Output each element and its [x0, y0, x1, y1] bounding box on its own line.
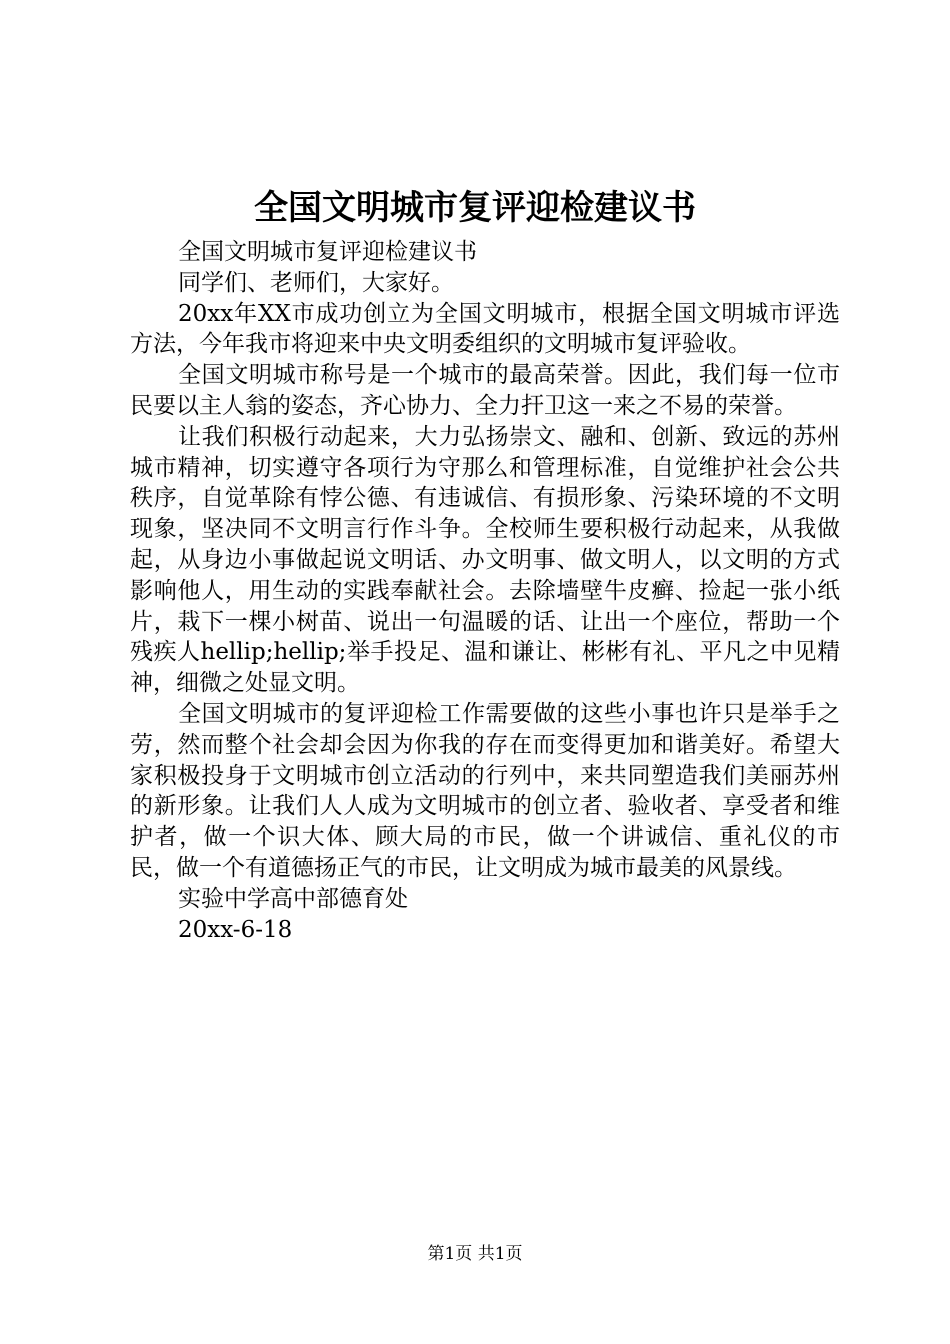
signature-date: 20xx-6-18 [178, 916, 293, 943]
page-number-footer: 第1页 共1页 [427, 1244, 523, 1264]
document-body [130, 237, 840, 945]
paragraph-subtitle: 全国文明城市复评迎检建议书 [178, 239, 477, 265]
paragraph-greeting: 同学们、老师们，大家好。 [178, 269, 454, 296]
paragraph-intro: 20xx年XX市成功创立为全国文明城市，根据全国文明城市评选方法，今年我市将迎来中央文明委组织的文明城市复评验收。 [130, 300, 840, 358]
document-title: 全国文明城市复评迎检建议书 [254, 188, 696, 228]
paragraph-action: 让我们积极行动起来，大力弘扬崇文、融和、创新、致远的苏州城市精神，切实遵守各项行为守那么和管理标准，自觉维护社会公共秩序，自觉革除有悖公德、有违诚信、有损形象、污染环境的不文明现象，坚决同不文明言行作斗争。全校师生要积极行动起来，从我做起，从身边小事做起说文明话、办文明事、做文明人，以文明的方式影响他人，用生动的实践奉献社会。去除墙壁牛皮癣、捡起一张小纸片，栽下一棵小树苗、说出一句温暖的话、让出一个座位，帮助一个残疾人hellip;hellip;举手投足、温和谦让、彬彬有礼、平凡之中见精神，细微之处显文明。 [130, 423, 840, 697]
signature-org: 实验中学高中部德育处 [178, 885, 408, 912]
paragraph-conclusion: 全国文明城市的复评迎检工作需要做的这些小事也许只是举手之劳，然而整个社会却会因为你我的存在而变得更加和谐美好。希望大家积极投身于文明城市创立活动的行列中，来共同塑造我们美丽苏州的新形象。让我们人人成为文明城市的创立者、验收者、享受者和维护者，做一个识大体、顾大局的市民，做一个讲诚信、重礼仪的市民，做一个有道德扬正气的市民，让文明成为城市最美的风景线。 [130, 700, 840, 881]
paragraph-honor: 全国文明城市称号是一个城市的最高荣誉。因此，我们每一位市民要以主人翁的姿态，齐心协力、全力扞卫这一来之不易的荣誉。 [130, 362, 840, 419]
